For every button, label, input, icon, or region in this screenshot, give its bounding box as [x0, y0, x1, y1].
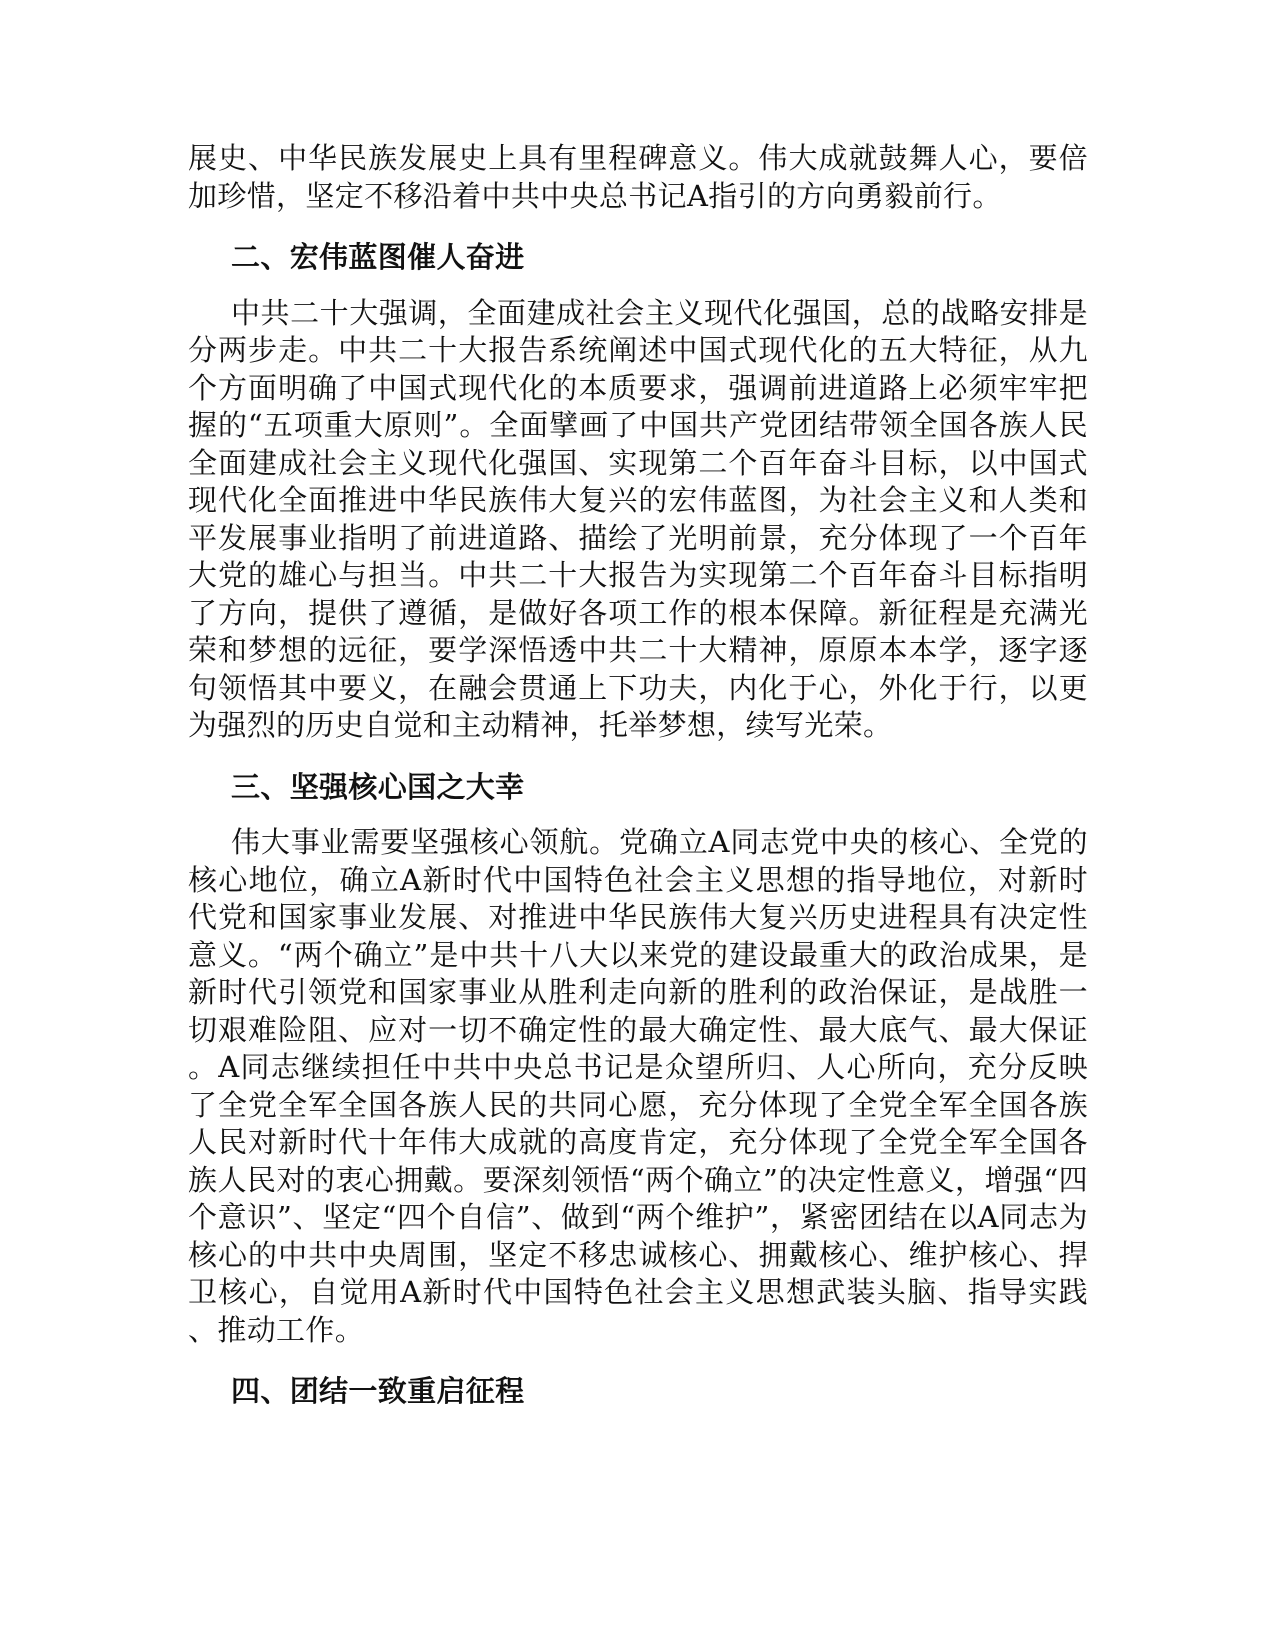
section-heading-2: 二、宏伟蓝图催人奋进 — [231, 240, 525, 274]
document-body — [188, 140, 1088, 1411]
section-heading-3: 三、坚强核心国之大幸 — [231, 769, 525, 804]
section-heading-4: 四、团结一致重启征程 — [231, 1374, 525, 1408]
continued-paragraph: 展史、中华民族发展史上具有里程碑意义。伟大成就鼓舞人心，要倍加珍惜，坚定不移沿着中共中央总书记A指引的方向勇毅前行。 — [188, 141, 1088, 213]
section-body-3: 伟大事业需要坚强核心领航。党确立A同志党中央的核心、全党的核心地位，确立A新时代中国特色社会主义思想的指导地位，对新时代党和国家事业发展、对推进中华民族伟大复兴历史进程具有决定性意义。“两个确立”是中共十八大以来党的建设最重大的政治成果，是新时代引领党和国家事业从胜利走向新的胜利的政治保证，是战胜一切艰难险阻、应对一切不确定性的最大确定性、最大底气、最大保证。A同志继续担任中共中央总书记是众望所归、人心所向，充分反映了全党全军全国各族人民的共同心愿，充分体现了全党全军全国各族人民对新时代十年伟大成就的高度肯定，充分体现了全党全军全国各族人民对的衷心拥戴。要深刻领悟“两个确立”的决定性意义，增强“四个意识”、坚定“四个自信”、做到“两个维护”，紧密团结在以A同志为核心的中共中央周围，坚定不移忠诚核心、拥戴核心、维护核心、捍卫核心，自觉用A新时代中国特色社会主义思想武装头脑、指导实践、推动工作。 — [188, 825, 1088, 1347]
section-body-2: 中共二十大强调，全面建成社会主义现代化强国，总的战略安排是分两步走。中共二十大报告系统阐述中国式现代化的五大特征，从九个方面明确了中国式现代化的本质要求，强调前进道路上必须牢牢把握的“五项重大原则”。全面擘画了中国共产党团结带领全国各族人民全面建成社会主义现代化强国、实现第二个百年奋斗目标，以中国式现代化全面推进中华民族伟大复兴的宏伟蓝图，为社会主义和人类和平发展事业指明了前进道路、描绘了光明前景，充分体现了一个百年大党的雄心与担当。中共二十大报告为实现第二个百年奋斗目标指明了方向，提供了遵循，是做好各项工作的根本保障。新征程是充满光荣和梦想的远征，要学深悟透中共二十大精神，原原本本学，逐字逐句领悟其中要义，在融会贯通上下功夫，内化于心，外化于行，以更为强烈的历史自觉和主动精神，托举梦想，续写光荣。 — [188, 295, 1088, 742]
